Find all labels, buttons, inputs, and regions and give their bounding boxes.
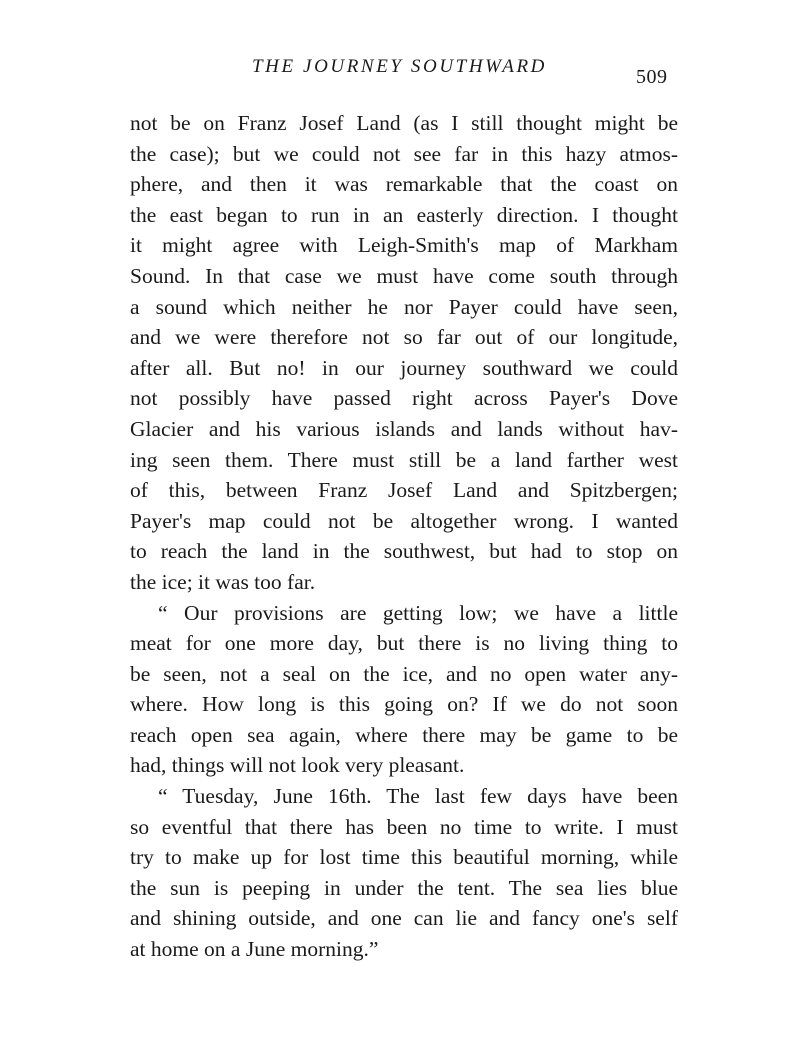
text-line: the ice; it was too far.: [130, 569, 316, 594]
text-line: reach open sea again, where there may be game to be: [130, 722, 678, 747]
text-line: not be on Franz Josef Land (as I still thought might be: [130, 111, 678, 135]
text-line: meat for one more day, but there is no living thing to: [130, 631, 678, 656]
text-line: phere, and then it was remarkable that the coast on: [130, 172, 678, 197]
text-line: where. How long is this going on? If we do not soon: [130, 692, 678, 717]
running-title: THE JOURNEY SOUTHWARD: [252, 56, 547, 77]
paragraph: [130, 781, 678, 965]
text-line: Glacier and his various islands and lands without hav-: [130, 416, 678, 441]
text-line: it might agree with Leigh-Smith's map of Markham: [130, 233, 678, 258]
text-line: to reach the land in the southwest, but had to stop on: [130, 539, 678, 564]
text-line: the case); but we could not see far in this hazy atmos-: [130, 141, 678, 166]
text-line: the sun is peeping in under the tent. The sea lies blue: [130, 875, 678, 900]
text-line: at home on a June morning.”: [130, 937, 379, 962]
text-line: “ Tuesday, June 16th. The last few days have been: [158, 784, 678, 809]
text-line: “ Our provisions are getting low; we have a little: [158, 600, 678, 625]
text-line: not possibly have passed right across Payer's Dove: [130, 386, 678, 411]
text-line: Sound. In that case we must have come south through: [130, 263, 678, 288]
paragraph: [130, 108, 678, 598]
text-line: a sound which neither he nor Payer could have seen,: [130, 294, 678, 319]
text-line: try to make up for lost time this beautiful morning, while: [130, 845, 678, 870]
body-text: [130, 108, 678, 965]
text-line: be seen, not a seal on the ice, and no open water any-: [130, 661, 678, 686]
text-line: ing seen them. There must still be a land farther west: [130, 447, 678, 472]
paragraph: [130, 598, 678, 782]
text-line: and we were therefore not so far out of our longitude,: [130, 325, 678, 350]
text-line: after all. But no! in our journey southward we could: [130, 355, 678, 380]
text-line: Payer's map could not be altogether wrong. I wanted: [130, 508, 678, 533]
text-line: had, things will not look very pleasant.: [130, 753, 465, 778]
text-line: the east began to run in an easterly direction. I thought: [130, 202, 678, 227]
text-line: of this, between Franz Josef Land and Spitzbergen;: [130, 478, 678, 503]
text-line: so eventful that there has been no time to write. I must: [130, 814, 678, 839]
text-line: and shining outside, and one can lie and fancy one's self: [130, 906, 678, 931]
running-header: [0, 56, 800, 86]
page-number: 509: [636, 66, 668, 88]
